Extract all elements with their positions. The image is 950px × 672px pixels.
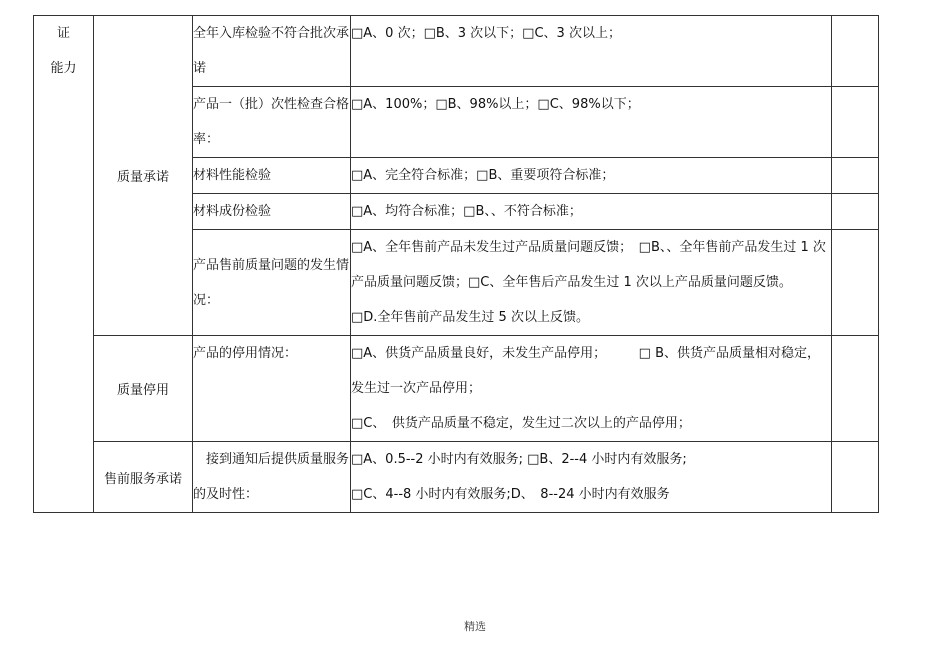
category-cell: 质量承诺: [94, 16, 193, 336]
option-text: □A、0.5--2 小时内有效服务; □B、2--4 小时内有效服务;: [351, 452, 687, 467]
score-cell: [832, 16, 879, 87]
option-text: □C、4--8 小时内有效服务;D、 8--24 小时内有效服务: [351, 487, 670, 502]
item-cell: 材料性能检验: [193, 158, 351, 194]
options-cell: [351, 442, 832, 513]
options-cell: □A、完全符合标准；□B、重要项符合标准；: [351, 158, 832, 194]
options-cell: □A、0 次；□B、3 次以下；□C、3 次以上；: [351, 16, 832, 87]
evaluation-table: [33, 15, 879, 513]
first-column-text-2: 能力: [50, 61, 77, 76]
score-cell: [832, 158, 879, 194]
options-cell: [351, 336, 832, 442]
item-cell: 全年入库检验不符合批次承诺: [193, 16, 351, 87]
options-cell: □A、100%；□B、98%以上；□C、98%以下；: [351, 87, 832, 158]
item-cell: 产品一（批）次性检查合格率：: [193, 87, 351, 158]
table-row: [34, 442, 879, 513]
item-cell: 材料成份检验: [193, 194, 351, 230]
options-cell: □A、均符合标准；□B、、不符合标准；: [351, 194, 832, 230]
score-cell: [832, 230, 879, 336]
item-cell: 产品的停用情况：: [193, 336, 351, 442]
option-text: □D.全年售前产品发生过 5 次以上反馈。: [351, 310, 589, 325]
item-cell: 接到通知后提供质量服务的及时性：: [193, 442, 351, 513]
first-column-text-1: 证: [56, 26, 70, 41]
option-text: □C、 供货产品质量不稳定，发生过二次以上的产品停用；: [351, 416, 691, 431]
category-cell: 质量停用: [94, 336, 193, 442]
page-footer: 精选: [464, 620, 486, 633]
item-cell: 产品售前质量问题的发生情况：: [193, 230, 351, 336]
option-text: □A、供货产品质量良好，未发生产品停用； □ B、供货产品质量相对稳定，发生过一次产品停用；: [351, 346, 821, 396]
first-column-cell: [34, 16, 94, 513]
option-text: □A、全年售前产品未发生过产品质量问题反馈； □B、、全年售前产品发生过 1 次产品质量问题反馈；□C、全年售后产品发生过 1 次以上产品质量问题反馈。: [351, 240, 826, 290]
category-cell: 售前服务承诺: [94, 442, 193, 513]
score-cell: [832, 336, 879, 442]
score-cell: [832, 194, 879, 230]
score-cell: [832, 87, 879, 158]
score-cell: [832, 442, 879, 513]
table-row: [34, 336, 879, 442]
options-cell: [351, 230, 832, 336]
table-row: [34, 16, 879, 87]
